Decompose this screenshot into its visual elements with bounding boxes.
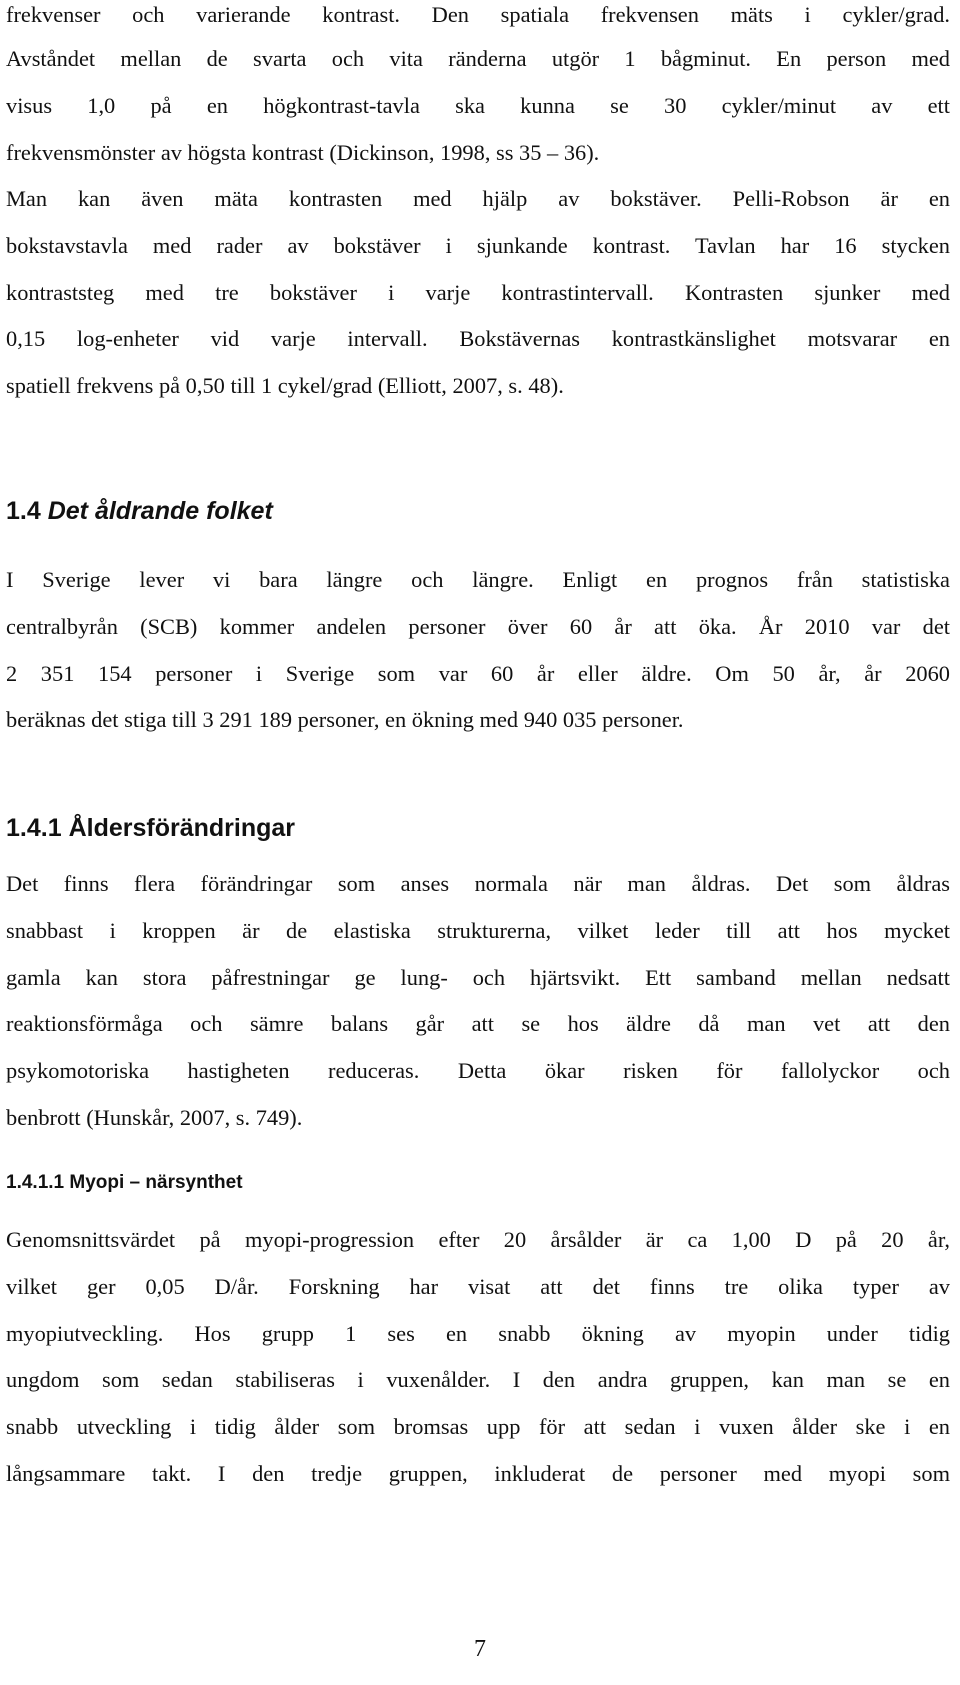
- text-line: vilket ger 0,05 D/år. Forskning har visat att det finns tre olika typer av: [6, 1274, 950, 1299]
- text-line: Man kan även mäta kontrasten med hjälp av bokstäver. Pelli-Robson är en: [6, 186, 950, 211]
- text-line: I Sverige lever vi bara längre och längre. Enligt en prognos från statistiska: [6, 567, 950, 592]
- text-line: frekvenser och varierande kontrast. Den spatiala frekvensen mäts i cykler/grad.: [6, 2, 950, 27]
- text-line: myopiutveckling. Hos grupp 1 ses en snabb ökning av myopin under tidig: [6, 1321, 950, 1346]
- text-line: psykomotoriska hastigheten reduceras. Detta ökar risken för fallolyckor och: [6, 1058, 950, 1083]
- section-heading-1-4-1-1: [6, 1170, 243, 1196]
- heading-number: 1.4: [6, 497, 41, 525]
- text-line: Genomsnittsvärdet på myopi-progression efter 20 årsålder är ca 1,00 D på 20 år,: [6, 1227, 950, 1252]
- heading-number: 1.4.1: [6, 814, 62, 842]
- text-line: reaktionsförmåga och sämre balans går att se hos äldre då man vet att den: [6, 1011, 950, 1036]
- text-line: kontraststeg med tre bokstäver i varje kontrastintervall. Kontrasten sjunker med: [6, 280, 950, 305]
- text-line: 2 351 154 personer i Sverige som var 60 år eller äldre. Om 50 år, år 2060: [6, 661, 950, 686]
- text-line: bokstavstavla med rader av bokstäver i sjunkande kontrast. Tavlan har 16 stycken: [6, 233, 950, 258]
- text-line: Avståndet mellan de svarta och vita ränderna utgör 1 bågminut. En person med: [6, 46, 950, 71]
- text-line: ungdom som sedan stabiliseras i vuxenålder. I den andra gruppen, kan man se en: [6, 1367, 950, 1392]
- text-line: centralbyrån (SCB) kommer andelen personer över 60 år att öka. År 2010 var det: [6, 614, 950, 639]
- text-line: snabb utveckling i tidig ålder som bromsas upp för att sedan i vuxen ålder ske i en: [6, 1414, 950, 1439]
- page-number: 7: [474, 1636, 486, 1662]
- text-line: Det finns flera förändringar som anses normala när man åldras. Det som åldras: [6, 871, 950, 896]
- heading-number: 1.4.1.1: [6, 1172, 65, 1193]
- section-heading-1-4: [6, 494, 273, 528]
- section-heading-1-4-1: [6, 811, 295, 845]
- text-line: 0,15 log-enheter vid varje intervall. Bokstävernas kontrastkänslighet motsvarar en: [6, 326, 950, 351]
- text-line: benbrott (Hunskår, 2007, s. 749).: [6, 1105, 303, 1130]
- text-line: snabbast i kroppen är de elastiska strukturerna, vilket leder till att hos mycket: [6, 918, 950, 943]
- text-line: gamla kan stora påfrestningar ge lung- och hjärtsvikt. Ett samband mellan nedsatt: [6, 965, 950, 990]
- text-line: långsammare takt. I den tredje gruppen, inkluderat de personer med myopi som: [6, 1461, 950, 1486]
- heading-title: Det åldrande folket: [47, 497, 273, 525]
- text-line: visus 1,0 på en högkontrast-tavla ska kunna se 30 cykler/minut av ett: [6, 93, 950, 118]
- text-line: beräknas det stiga till 3 291 189 personer, en ökning med 940 035 personer.: [6, 707, 684, 732]
- text-line: spatiell frekvens på 0,50 till 1 cykel/grad (Elliott, 2007, s. 48).: [6, 373, 564, 398]
- text-line: frekvensmönster av högsta kontrast (Dickinson, 1998, ss 35 – 36).: [6, 140, 600, 165]
- heading-title: Åldersförändringar: [68, 814, 295, 842]
- heading-title: Myopi – närsynthet: [69, 1172, 243, 1193]
